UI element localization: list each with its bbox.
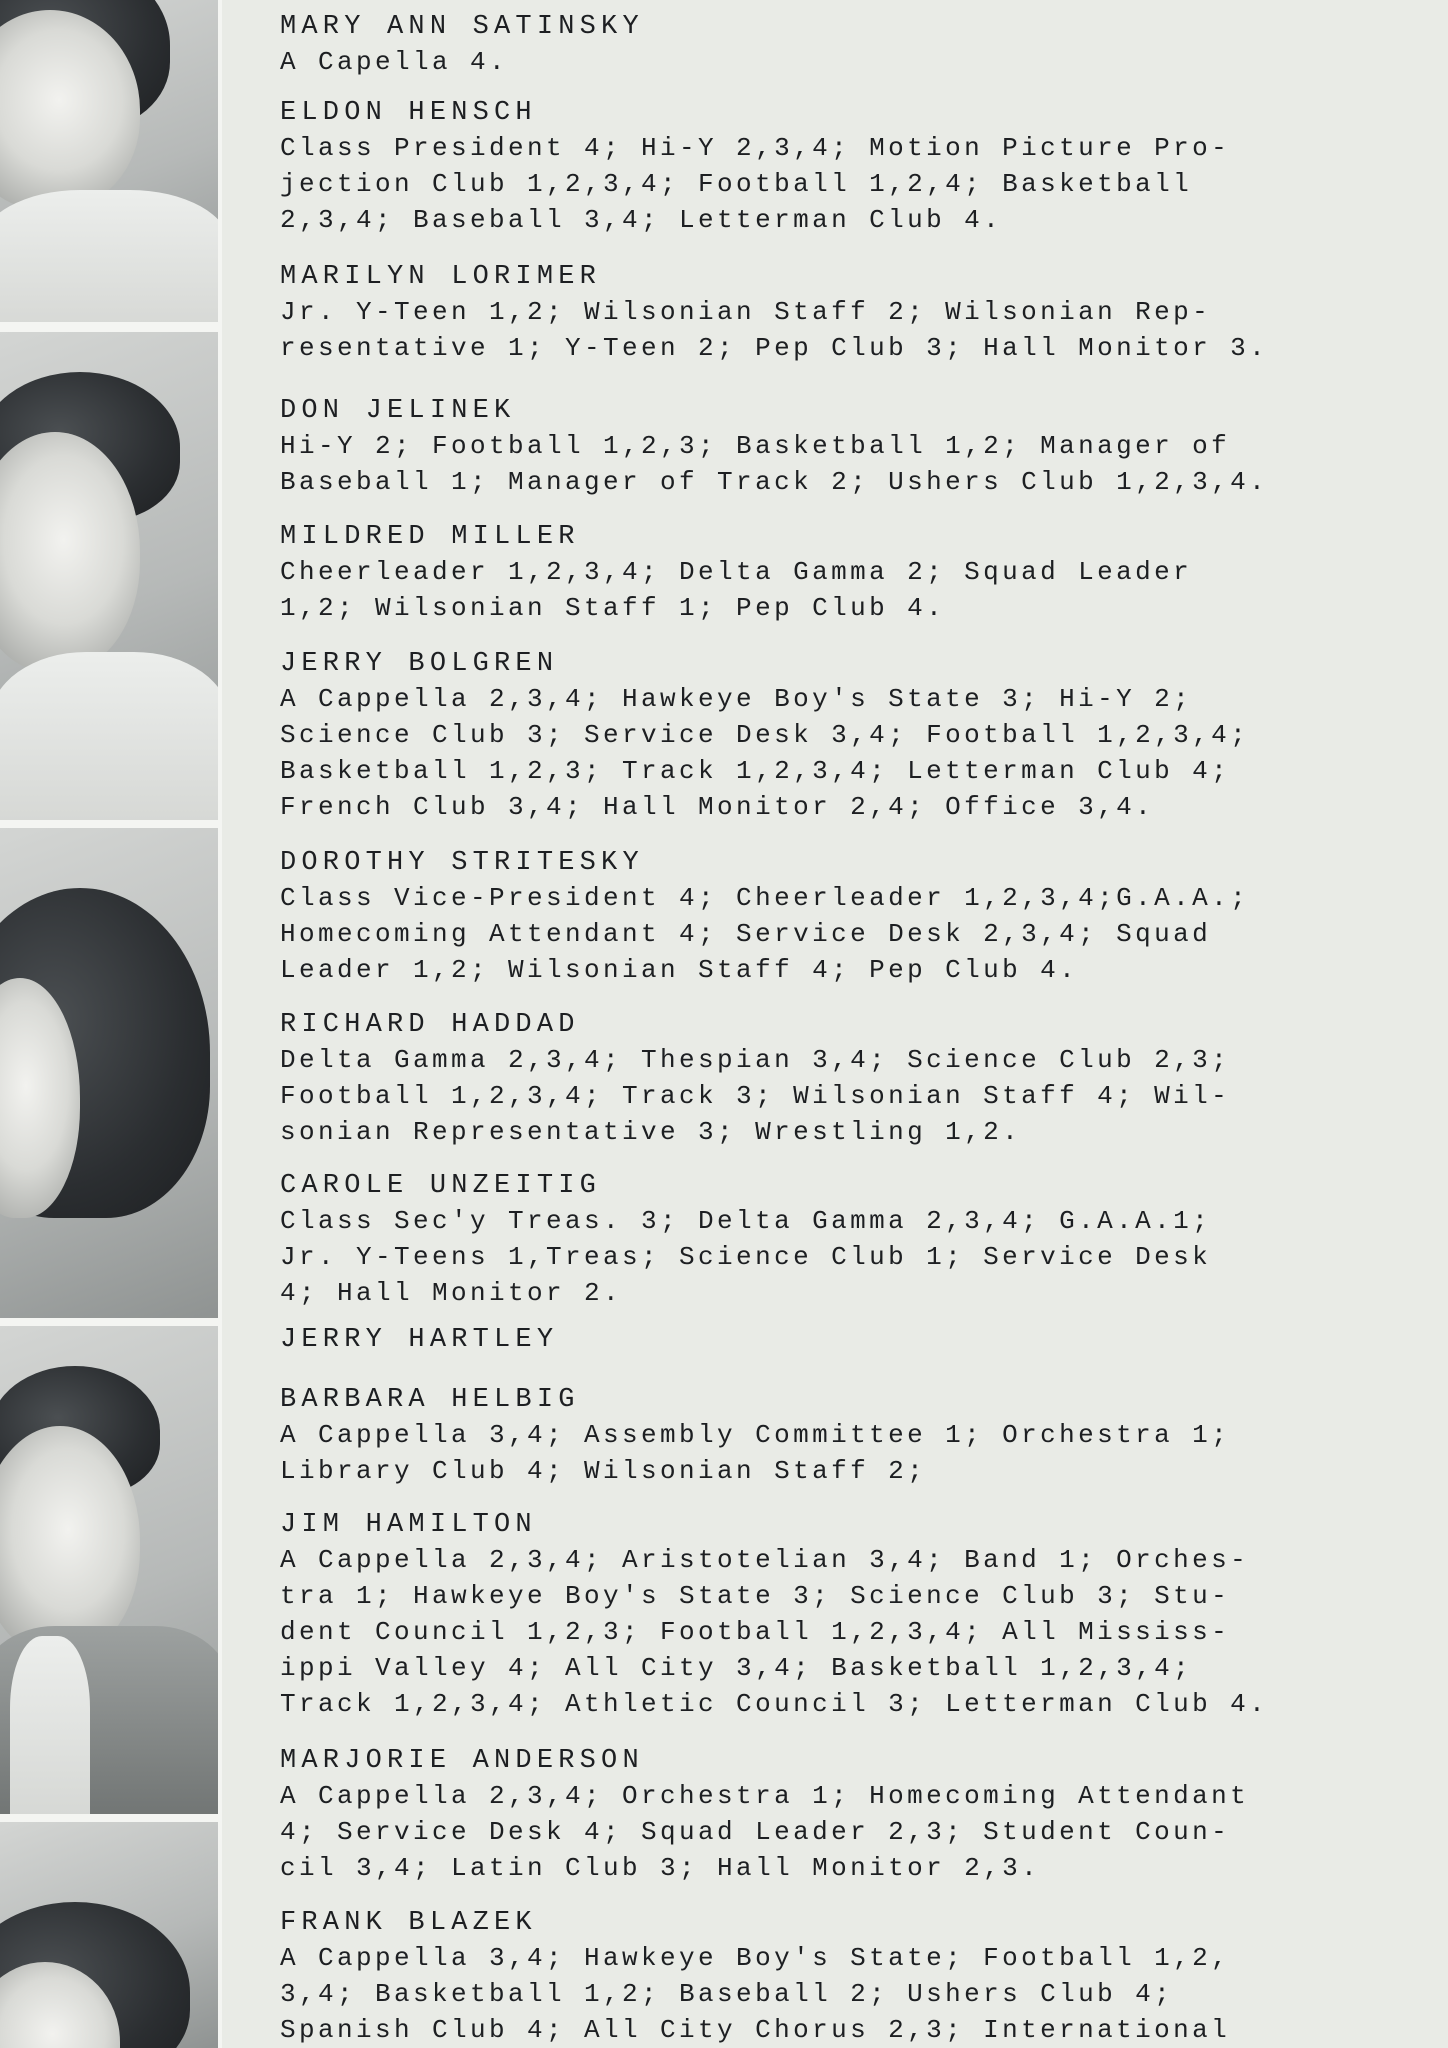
student-photo	[0, 0, 218, 322]
student-name: CAROLE UNZEITIG	[280, 1171, 602, 1201]
activity-line: A Cappella 2,3,4; Hawkeye Boy's State 3; Hi-Y 2;	[280, 684, 1193, 714]
activity-line: Basketball 1,2,3; Track 1,2,3,4; Letterman Club 4;	[280, 756, 1231, 786]
senior-entry	[280, 394, 1268, 500]
student-photo	[0, 1822, 218, 2048]
activity-line: jection Club 1,2,3,4; Football 1,2,4; Basketball	[280, 169, 1193, 199]
student-name: JERRY BOLGREN	[280, 649, 559, 679]
activity-line: French Club 3,4; Hall Monitor 2,4; Office 3,4.	[280, 792, 1155, 822]
senior-entry	[280, 10, 644, 80]
activity-line: Homecoming Attendant 4; Service Desk 2,3,4; Squad	[280, 919, 1212, 949]
student-photo	[0, 332, 218, 820]
student-name: JERRY HARTLEY	[280, 1325, 559, 1355]
activity-line: Track 1,2,3,4; Athletic Council 3; Letterman Club 4.	[280, 1689, 1269, 1719]
senior-entry	[280, 1906, 1230, 2048]
activity-line: resentative 1; Y-Teen 2; Pep Club 3; Hall Monitor 3.	[280, 333, 1269, 363]
senior-entry	[280, 1383, 1230, 1489]
activity-line: Baseball 1; Manager of Track 2; Ushers Club 1,2,3,4.	[280, 467, 1269, 497]
student-name: FRANK BLAZEK	[280, 1908, 537, 1938]
activity-line: tra 1; Hawkeye Boy's State 3; Science Club 3; Stu-	[280, 1581, 1231, 1611]
activity-line: A Cappella 2,3,4; Aristotelian 3,4; Band 1; Orches-	[280, 1545, 1250, 1575]
activity-line: Jr. Y-Teens 1,Treas; Science Club 1; Service Desk	[280, 1242, 1212, 1272]
student-name: MARY ANN SATINSKY	[280, 12, 644, 42]
activity-line: dent Council 1,2,3; Football 1,2,3,4; All Mississ-	[280, 1617, 1231, 1647]
student-name: JIM HAMILTON	[280, 1510, 537, 1540]
activity-line: Science Club 3; Service Desk 3,4; Football 1,2,3,4;	[280, 720, 1250, 750]
activity-line: Class Sec'y Treas. 3; Delta Gamma 2,3,4; G.A.A.1;	[280, 1206, 1212, 1236]
senior-entry	[280, 96, 1230, 238]
student-name: MILDRED MILLER	[280, 522, 580, 552]
senior-entry	[280, 1508, 1268, 1722]
senior-entry	[280, 647, 1249, 825]
student-name: MARJORIE ANDERSON	[280, 1746, 644, 1776]
activity-line: 4; Service Desk 4; Squad Leader 2,3; Student Coun-	[280, 1817, 1231, 1847]
activity-line: ippi Valley 4; All City 3,4; Basketball 1,2,3,4;	[280, 1653, 1193, 1683]
student-photo	[0, 1326, 218, 1814]
activity-line: sonian Representative 3; Wrestling 1,2.	[280, 1117, 1022, 1147]
activity-line: Football 1,2,3,4; Track 3; Wilsonian Staff 4; Wil-	[280, 1081, 1231, 1111]
activity-line: Library Club 4; Wilsonian Staff 2;	[280, 1456, 927, 1486]
activity-line: Leader 1,2; Wilsonian Staff 4; Pep Club 4.	[280, 955, 1079, 985]
activity-line: Class Vice-President 4; Cheerleader 1,2,3,4;G.A.A.;	[280, 883, 1250, 913]
student-name: ELDON HENSCH	[280, 98, 537, 128]
activity-line: 1,2; Wilsonian Staff 1; Pep Club 4.	[280, 593, 946, 623]
activity-line: A Cappella 3,4; Hawkeye Boy's State; Football 1,2,	[280, 1943, 1231, 1973]
student-name: BARBARA HELBIG	[280, 1385, 580, 1415]
activity-line: Cheerleader 1,2,3,4; Delta Gamma 2; Squad Leader	[280, 557, 1193, 587]
activity-line: Jr. Y-Teen 1,2; Wilsonian Staff 2; Wilsonian Rep-	[280, 297, 1212, 327]
activity-line: 2,3,4; Baseball 3,4; Letterman Club 4.	[280, 205, 1003, 235]
senior-entry	[280, 1323, 558, 1357]
activity-line: A Capella 4.	[280, 47, 509, 77]
activity-line: A Cappella 2,3,4; Orchestra 1; Homecoming Attendant	[280, 1781, 1250, 1811]
activity-line: 3,4; Basketball 1,2; Baseball 2; Ushers Club 4;	[280, 1979, 1174, 2009]
senior-entry	[280, 260, 1268, 366]
student-photo	[0, 828, 218, 1318]
senior-entry	[280, 1169, 1211, 1311]
activity-line: Hi-Y 2; Football 1,2,3; Basketball 1,2; Manager of	[280, 431, 1231, 461]
senior-entry	[280, 846, 1249, 988]
student-name: DON JELINEK	[280, 396, 516, 426]
senior-entry	[280, 1744, 1249, 1886]
student-name: MARILYN LORIMER	[280, 262, 602, 292]
activity-line: 4; Hall Monitor 2.	[280, 1278, 623, 1308]
activity-line: Class President 4; Hi-Y 2,3,4; Motion Picture Pro-	[280, 133, 1231, 163]
senior-entry	[280, 1008, 1230, 1150]
activity-line: A Cappella 3,4; Assembly Committee 1; Orchestra 1;	[280, 1420, 1231, 1450]
photo-strip	[0, 0, 222, 2048]
senior-entry	[280, 520, 1192, 626]
activity-line: Delta Gamma 2,3,4; Thespian 3,4; Science Club 2,3;	[280, 1045, 1231, 1075]
student-name: RICHARD HADDAD	[280, 1010, 580, 1040]
student-name: DOROTHY STRITESKY	[280, 848, 644, 878]
activity-line: Spanish Club 4; All City Chorus 2,3; International	[280, 2015, 1231, 2045]
activity-line: cil 3,4; Latin Club 3; Hall Monitor 2,3.	[280, 1853, 1041, 1883]
